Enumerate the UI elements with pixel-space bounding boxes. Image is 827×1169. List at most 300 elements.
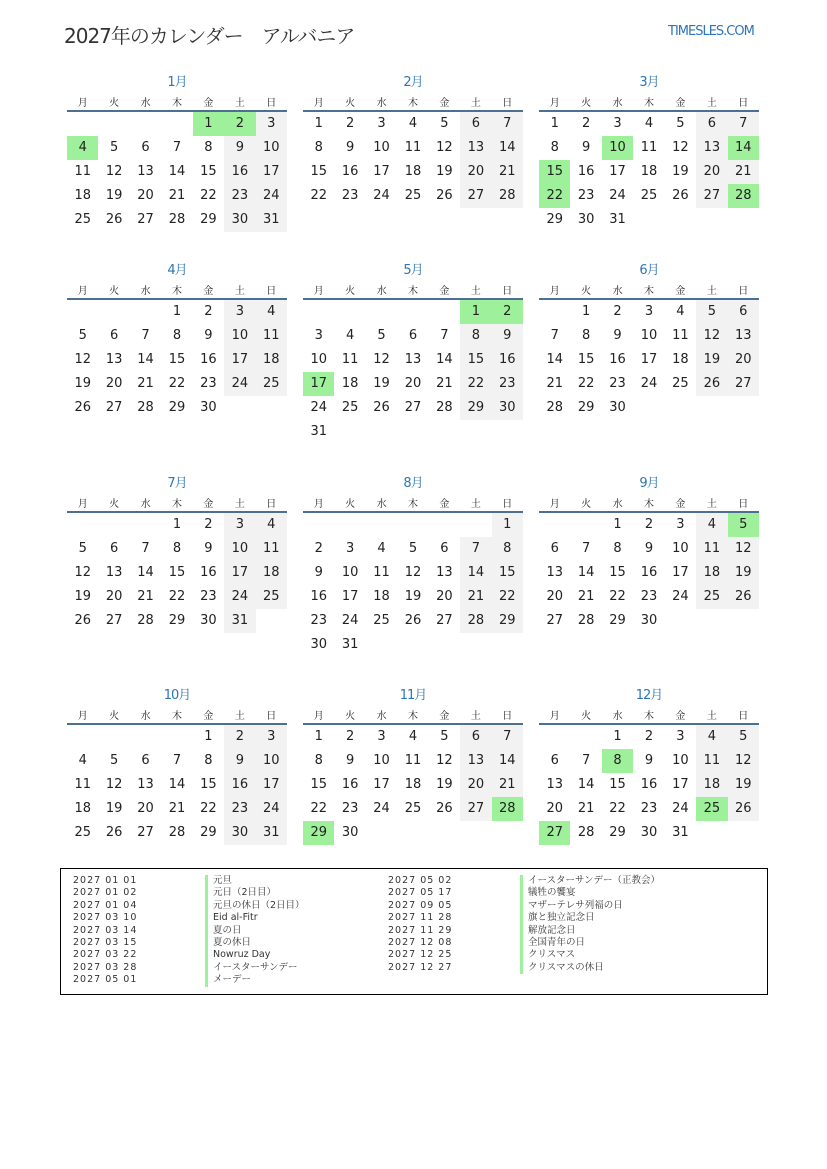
day-cell: 12	[672, 140, 689, 155]
weekday-label: 土	[234, 286, 245, 297]
month-title: 4月	[167, 263, 187, 278]
day-cell: 18	[74, 801, 91, 816]
day-cell: 11	[341, 352, 359, 367]
day-cell: 15	[460, 348, 491, 372]
day-cell: 4	[345, 328, 355, 343]
weekday-label: 木	[171, 98, 182, 109]
weekday-label: 水	[140, 286, 151, 297]
day-cell: 26	[74, 613, 91, 628]
legend-holiday-name: マザーテレサ列福の日	[520, 900, 623, 912]
day-cell: 20	[460, 160, 491, 184]
month-block	[539, 262, 759, 420]
empty-cell	[98, 725, 129, 749]
day-cell: 31	[256, 208, 287, 232]
month-title: 11月	[399, 688, 427, 703]
brand-link[interactable]: TIMESLES.COM	[668, 24, 754, 39]
day-cell: 18	[256, 348, 287, 372]
day-cell: 12	[728, 537, 759, 561]
day-cell: 11	[640, 140, 658, 155]
day-cell: 4	[408, 729, 418, 744]
day-cell: 31	[224, 609, 255, 633]
weekday-label: 日	[738, 499, 749, 510]
day-cell: 27	[696, 184, 727, 208]
day-cell: 20	[728, 348, 759, 372]
weekday-label: 火	[581, 499, 592, 510]
day-grid	[67, 300, 287, 420]
day-cell: 22	[609, 801, 626, 816]
day-cell: 5	[377, 328, 386, 343]
day-cell: 3	[676, 517, 685, 532]
day-cell: 11	[696, 537, 727, 561]
day-cell: 25	[74, 825, 91, 840]
day-cell: 3	[377, 729, 386, 744]
day-cell: 28	[436, 400, 453, 415]
day-cell: 14	[492, 136, 523, 160]
legend-date: 2027 11 29	[388, 924, 453, 936]
weekday-label: 木	[171, 286, 182, 297]
weekday-label: 金	[439, 499, 450, 510]
weekday-label: 月	[77, 499, 88, 510]
day-cell: 30	[200, 613, 217, 628]
weekday-label: 月	[549, 98, 560, 109]
weekday-label: 日	[266, 98, 277, 109]
empty-cell	[130, 300, 161, 324]
legend-holiday-name: メーデー	[205, 974, 251, 986]
day-cell: 25	[404, 188, 422, 203]
day-grid	[67, 513, 287, 633]
day-cell: 13	[137, 164, 154, 179]
legend-date: 2027 05 02	[388, 875, 453, 886]
day-cell: 12	[105, 777, 123, 792]
day-cell: 5	[408, 541, 418, 556]
day-cell: 30	[341, 825, 359, 840]
weekday-label: 日	[738, 286, 749, 297]
day-cell: 17	[224, 348, 255, 372]
weekday-label: 日	[502, 711, 513, 722]
empty-cell	[334, 513, 365, 537]
empty-cell	[429, 300, 460, 324]
month-title: 8月	[403, 476, 423, 491]
weekday-label: 月	[77, 98, 88, 109]
day-cell: 10	[640, 328, 658, 343]
day-cell: 13	[460, 749, 491, 773]
empty-cell	[67, 513, 98, 537]
weekday-label: 月	[313, 711, 324, 722]
day-cell: 18	[672, 352, 689, 367]
weekday-label: 火	[345, 98, 356, 109]
empty-cell	[130, 725, 161, 749]
day-cell: 21	[436, 376, 453, 391]
weekday-header	[67, 282, 287, 300]
day-cell: 26	[105, 825, 123, 840]
day-cell: 27	[460, 184, 491, 208]
day-cell: 11	[74, 777, 91, 792]
empty-cell	[570, 513, 601, 537]
weekday-header	[67, 707, 287, 725]
weekday-label: 土	[234, 98, 245, 109]
day-cell: 12	[373, 352, 390, 367]
weekday-label: 木	[407, 499, 418, 510]
empty-cell	[67, 112, 98, 136]
month-block	[67, 74, 287, 232]
day-cell: 22	[609, 589, 626, 604]
day-cell: 13	[436, 565, 453, 580]
month-block	[539, 74, 759, 232]
day-cell: 11	[696, 749, 727, 773]
day-cell: 23	[492, 372, 523, 396]
day-cell: 10	[341, 565, 359, 580]
holiday-cell: 28	[728, 184, 759, 208]
day-cell: 15	[168, 352, 186, 367]
weekday-header	[303, 282, 523, 300]
day-cell: 3	[256, 112, 287, 136]
weekday-label: 土	[234, 711, 245, 722]
day-cell: 26	[105, 212, 123, 227]
day-cell: 2	[204, 517, 213, 532]
day-cell: 6	[460, 725, 491, 749]
day-cell: 3	[224, 300, 255, 324]
day-cell: 19	[105, 188, 123, 203]
day-cell: 25	[341, 400, 359, 415]
day-cell: 23	[224, 184, 255, 208]
weekday-label: 土	[706, 286, 717, 297]
day-cell: 22	[310, 801, 327, 816]
weekday-label: 月	[549, 711, 560, 722]
day-cell: 5	[696, 300, 727, 324]
weekday-label: 木	[643, 98, 654, 109]
day-cell: 10	[672, 541, 689, 556]
day-cell: 25	[256, 585, 287, 609]
legend-holiday-name: 解放記念日	[520, 925, 576, 937]
month-block	[67, 262, 287, 420]
day-cell: 17	[640, 352, 658, 367]
weekday-label: 木	[171, 499, 182, 510]
empty-cell	[570, 725, 601, 749]
day-cell: 29	[577, 400, 595, 415]
day-cell: 28	[546, 400, 563, 415]
empty-cell	[161, 725, 192, 749]
day-cell: 14	[168, 777, 186, 792]
day-cell: 8	[550, 140, 559, 155]
weekday-label: 木	[407, 711, 418, 722]
day-cell: 12	[728, 749, 759, 773]
weekday-label: 水	[612, 286, 623, 297]
day-cell: 24	[373, 188, 390, 203]
day-cell: 19	[672, 164, 689, 179]
month-block	[539, 475, 759, 633]
day-cell: 15	[577, 352, 595, 367]
day-cell: 12	[105, 164, 123, 179]
month-block	[303, 74, 523, 208]
weekday-label: 金	[439, 711, 450, 722]
day-cell: 21	[577, 589, 595, 604]
weekday-header	[539, 495, 759, 513]
day-cell: 8	[314, 753, 323, 768]
day-cell: 24	[224, 372, 255, 396]
day-cell: 3	[345, 541, 355, 556]
weekday-label: 水	[140, 499, 151, 510]
day-cell: 9	[345, 753, 355, 768]
day-cell: 17	[256, 773, 287, 797]
day-cell: 15	[609, 777, 626, 792]
weekday-label: 日	[502, 286, 513, 297]
weekday-label: 日	[738, 98, 749, 109]
weekday-label: 土	[470, 286, 481, 297]
day-cell: 10	[373, 753, 390, 768]
day-cell: 2	[314, 541, 323, 556]
legend-date: 2027 03 10	[73, 912, 138, 924]
day-cell: 21	[577, 801, 595, 816]
day-cell: 26	[373, 400, 390, 415]
day-cell: 4	[408, 116, 418, 131]
holiday-cell: 10	[602, 136, 633, 160]
day-cell: 25	[672, 376, 689, 391]
legend-holiday-name: 元旦	[205, 875, 232, 887]
day-cell: 8	[172, 541, 182, 556]
day-cell: 2	[345, 116, 355, 131]
day-cell: 13	[105, 352, 123, 367]
month-title: 6月	[639, 263, 659, 278]
holiday-cell: 1	[193, 112, 224, 136]
weekday-label: 木	[407, 286, 418, 297]
day-cell: 24	[672, 589, 689, 604]
weekday-label: 土	[470, 98, 481, 109]
month-block	[303, 687, 523, 845]
day-cell: 16	[200, 352, 217, 367]
day-cell: 20	[696, 160, 727, 184]
day-cell: 5	[728, 725, 759, 749]
day-cell: 6	[696, 112, 727, 136]
day-cell: 9	[345, 140, 355, 155]
day-cell: 23	[640, 801, 658, 816]
day-cell: 19	[105, 801, 123, 816]
day-cell: 7	[141, 328, 150, 343]
day-cell: 27	[137, 825, 154, 840]
month-block	[303, 475, 523, 657]
weekday-header	[539, 94, 759, 112]
day-cell: 30	[640, 613, 658, 628]
day-cell: 6	[440, 541, 449, 556]
day-cell: 29	[492, 609, 523, 633]
weekday-label: 水	[140, 711, 151, 722]
day-cell: 12	[74, 565, 91, 580]
day-cell: 25	[373, 613, 390, 628]
day-cell: 11	[256, 537, 287, 561]
day-cell: 21	[460, 585, 491, 609]
day-cell: 10	[373, 140, 390, 155]
day-cell: 17	[609, 164, 626, 179]
day-cell: 19	[404, 589, 422, 604]
legend-holiday-name: クリスマスの休日	[520, 962, 604, 974]
day-cell: 6	[728, 300, 759, 324]
day-cell: 13	[696, 136, 727, 160]
day-cell: 24	[256, 797, 287, 821]
empty-cell	[67, 725, 98, 749]
day-cell: 22	[460, 372, 491, 396]
day-cell: 16	[341, 777, 359, 792]
day-cell: 18	[696, 773, 727, 797]
day-cell: 7	[492, 725, 523, 749]
weekday-label: 水	[612, 499, 623, 510]
weekday-label: 金	[675, 499, 686, 510]
empty-cell	[429, 513, 460, 537]
weekday-label: 水	[376, 286, 387, 297]
weekday-label: 火	[581, 286, 592, 297]
day-cell: 4	[377, 541, 386, 556]
day-cell: 29	[168, 400, 186, 415]
day-cell: 13	[460, 136, 491, 160]
empty-cell	[98, 300, 129, 324]
day-cell: 30	[492, 396, 523, 420]
legend-holiday-name: イースターサンデー（正教会）	[520, 875, 660, 887]
day-cell: 4	[676, 304, 685, 319]
month-title: 3月	[639, 75, 659, 90]
empty-cell	[539, 300, 570, 324]
legend-date: 2027 05 17	[388, 887, 453, 899]
day-cell: 8	[492, 537, 523, 561]
day-cell: 5	[440, 116, 449, 131]
day-cell: 29	[200, 825, 217, 840]
day-cell: 13	[728, 324, 759, 348]
day-cell: 11	[672, 328, 689, 343]
day-cell: 21	[728, 160, 759, 184]
day-cell: 13	[546, 777, 563, 792]
legend-holiday-name: 元日（2日目）	[205, 887, 276, 899]
weekday-label: 木	[643, 499, 654, 510]
day-cell: 2	[345, 729, 355, 744]
day-cell: 26	[404, 613, 422, 628]
day-cell: 3	[314, 328, 323, 343]
day-cell: 29	[168, 613, 186, 628]
day-cell: 26	[74, 400, 91, 415]
day-cell: 19	[436, 777, 453, 792]
day-cell: 22	[492, 585, 523, 609]
weekday-label: 火	[109, 286, 120, 297]
day-cell: 7	[581, 541, 591, 556]
day-grid	[303, 725, 523, 845]
holiday-cell: 2	[492, 300, 523, 324]
day-cell: 20	[436, 589, 453, 604]
day-cell: 22	[200, 188, 217, 203]
day-cell: 17	[672, 565, 689, 580]
empty-cell	[161, 112, 192, 136]
weekday-label: 水	[612, 98, 623, 109]
day-cell: 21	[168, 188, 186, 203]
day-cell: 10	[310, 352, 327, 367]
empty-cell	[130, 112, 161, 136]
day-cell: 4	[696, 513, 727, 537]
day-cell: 7	[440, 328, 449, 343]
empty-cell	[67, 300, 98, 324]
day-cell: 8	[204, 140, 213, 155]
day-cell: 8	[314, 140, 323, 155]
day-cell: 27	[546, 613, 563, 628]
empty-cell	[303, 513, 334, 537]
day-cell: 9	[314, 565, 323, 580]
holiday-cell: 22	[539, 184, 570, 208]
day-cell: 2	[204, 304, 213, 319]
day-cell: 24	[373, 801, 390, 816]
legend-holiday-name: イースターサンデー	[205, 962, 298, 974]
weekday-label: 火	[109, 98, 120, 109]
day-cell: 21	[492, 773, 523, 797]
day-cell: 26	[436, 188, 453, 203]
day-cell: 30	[310, 637, 327, 652]
holiday-cell: 2	[224, 112, 255, 136]
day-cell: 4	[644, 116, 654, 131]
day-grid	[67, 112, 287, 232]
day-cell: 11	[373, 565, 390, 580]
day-cell: 9	[581, 140, 591, 155]
day-cell: 2	[224, 725, 255, 749]
day-cell: 30	[640, 825, 658, 840]
day-cell: 29	[460, 396, 491, 420]
day-cell: 20	[105, 589, 123, 604]
day-cell: 6	[141, 140, 150, 155]
empty-cell	[366, 300, 397, 324]
day-cell: 30	[609, 400, 626, 415]
weekday-label: 土	[234, 499, 245, 510]
day-cell: 20	[546, 589, 563, 604]
day-cell: 24	[640, 376, 658, 391]
day-cell: 16	[341, 164, 359, 179]
weekday-label: 日	[266, 711, 277, 722]
day-cell: 12	[436, 753, 453, 768]
weekday-label: 月	[313, 499, 324, 510]
holiday-cell: 15	[539, 160, 570, 184]
day-cell: 29	[609, 825, 626, 840]
weekday-label: 金	[203, 499, 214, 510]
day-cell: 15	[492, 561, 523, 585]
legend-holiday-name: Nowruz Day	[205, 949, 270, 961]
day-cell: 9	[224, 749, 255, 773]
day-cell: 1	[550, 116, 559, 131]
day-cell: 6	[109, 328, 119, 343]
weekday-label: 火	[109, 711, 120, 722]
day-cell: 23	[200, 376, 217, 391]
day-cell: 30	[224, 208, 255, 232]
day-cell: 30	[224, 821, 255, 845]
day-cell: 28	[168, 825, 186, 840]
day-cell: 18	[696, 561, 727, 585]
day-cell: 27	[728, 372, 759, 396]
day-cell: 9	[204, 541, 213, 556]
day-cell: 26	[436, 801, 453, 816]
month-title: 9月	[639, 476, 659, 491]
day-cell: 20	[137, 188, 154, 203]
legend-date: 2027 12 27	[388, 961, 453, 973]
day-cell: 1	[581, 304, 591, 319]
weekday-label: 日	[502, 98, 513, 109]
day-grid	[539, 513, 759, 633]
weekday-header	[539, 707, 759, 725]
day-cell: 9	[224, 136, 255, 160]
legend-holiday-name: 元旦の休日（2日目）	[205, 900, 305, 912]
empty-cell	[397, 300, 428, 324]
day-cell: 25	[74, 212, 91, 227]
day-cell: 25	[404, 801, 422, 816]
day-cell: 11	[256, 324, 287, 348]
day-cell: 27	[460, 797, 491, 821]
day-cell: 14	[137, 352, 154, 367]
day-cell: 23	[310, 613, 327, 628]
weekday-label: 金	[675, 98, 686, 109]
day-cell: 13	[137, 777, 154, 792]
day-cell: 8	[581, 328, 591, 343]
day-cell: 14	[436, 352, 453, 367]
day-cell: 20	[460, 773, 491, 797]
day-cell: 21	[137, 589, 154, 604]
